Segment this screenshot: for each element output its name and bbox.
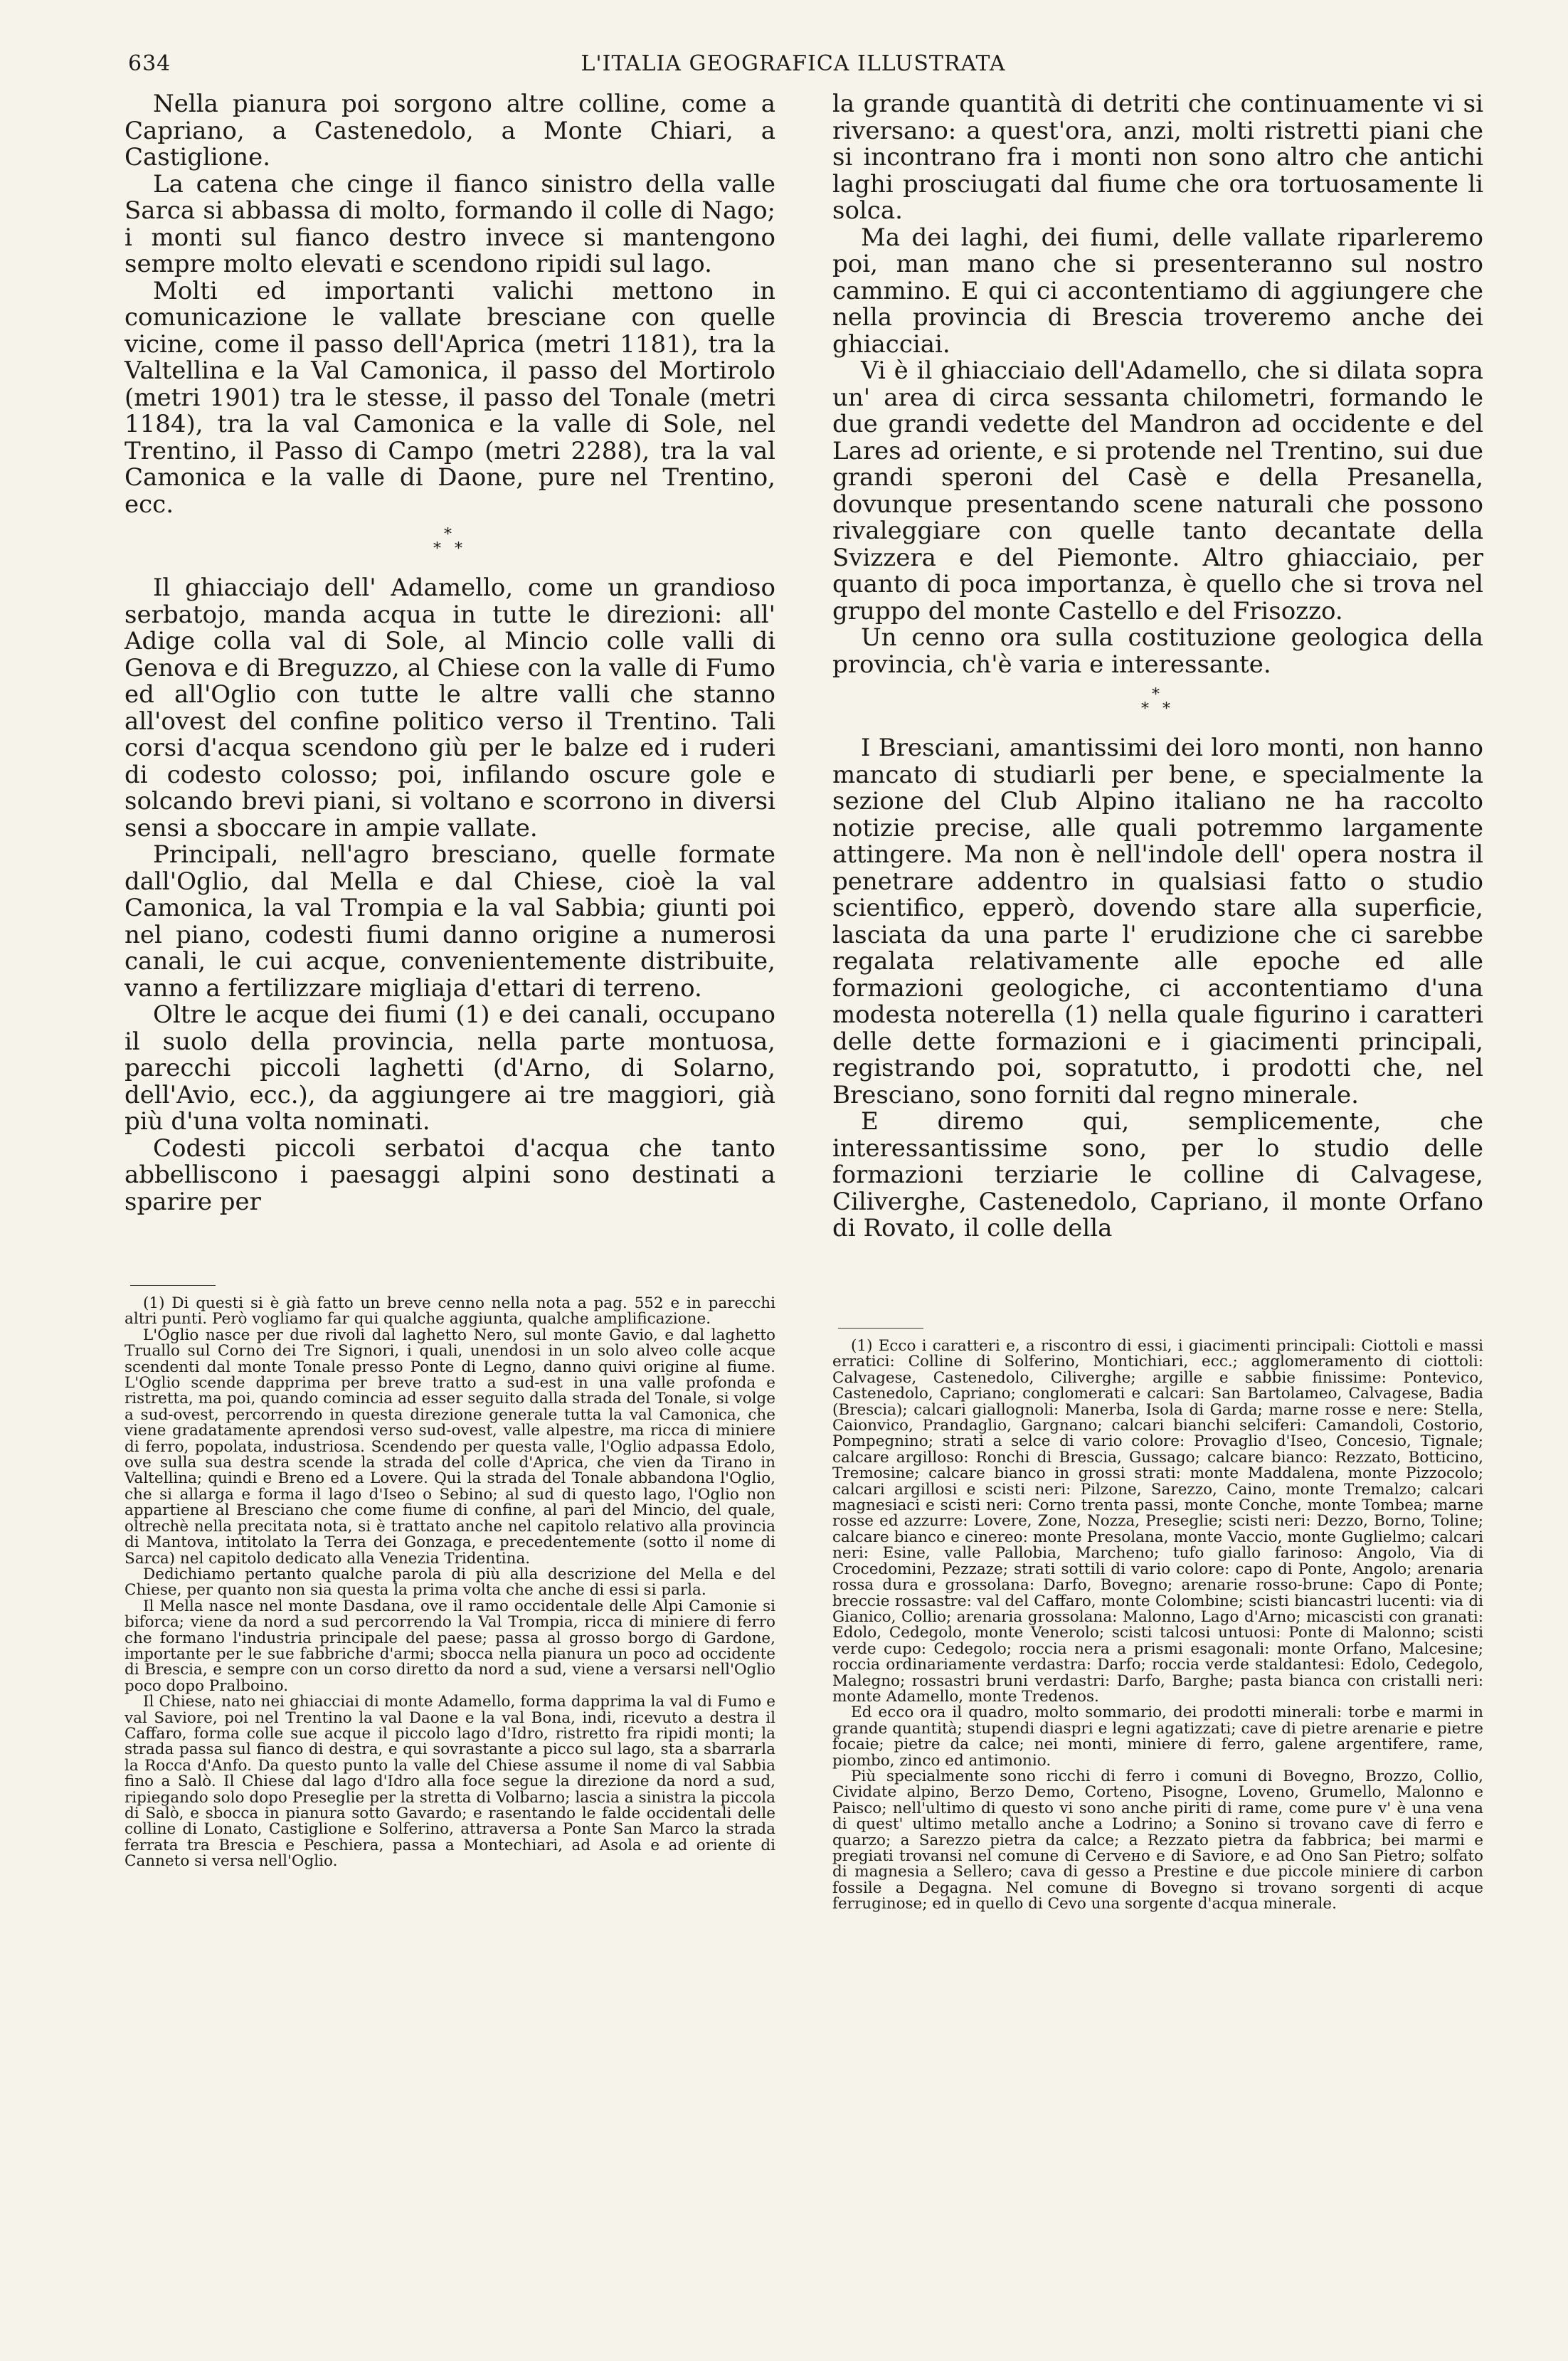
paragraph: la grande quantità di detriti che continuamente vi si riversano: a quest'ora, anzi, molti ristretti piani che si incontrano fra i monti non sono altro che antichi laghi prosciugati dal fiume che ora tortuosamente li solca. xyxy=(832,90,1483,225)
paragraph: La catena che cinge il fianco sinistro della valle Sarca si abbassa di molto, formando il colle di Nago; i monti sul fianco destro invece si mantengono sempre molto elevati e scendono ripidi sul lago. xyxy=(125,169,775,278)
footnote: Ed ecco ora il quadro, molto sommario, dei prodotti minerali: torbe e marmi in grande quantità; stupendi diaspri e legni agatizzati; cave di pietre arenarie e pietre focaie; pietre da calce; nei monti, miniere di ferro, galene argentifere, rame, piombo, zinco ed antimonio. xyxy=(832,1704,1483,1770)
footnote: (1) Di questi si è già fatto un breve cenno nella nota a pag. 552 e in parecchi altri punti. Però vogliamo far qui qualche aggiunta, qualche amplificazione. xyxy=(125,1294,775,1329)
left-body-text xyxy=(125,91,775,1215)
paragraph: E diremo qui, semplicemente, che interessantissime sono, per lo studio delle formazioni terziarie le colline di Calvagese, Ciliverghe, Castenedolo, Capriano, il monte Orfano di Rovato, il colle della xyxy=(832,1107,1483,1242)
right-body-text xyxy=(832,91,1483,1242)
paragraph: Molti ed importanti valichi mettono in comunicazione le vallate bresciane con quelle vicine, come il passo dell'Aprica (metri 1181), tra la Valtellina e la Val Camonica, il passo del Mortirolo (metri 1901) tra le stesse, il passo del Tonale (metri 1184), tra la val Camonica e la valle di Sole, nel Trentino, il Passo di Campo (metri 2288), tra la val Camonica e la valle di Daone, pure nel Trentino, ecc. xyxy=(125,276,775,519)
footnote: Il Mella nasce nel monte Dasdana, ove il ramo occidentale delle Alpi Camonie si biforca; viene da nord a sud percorrendo la Val Trompia, ricca di miniere di ferro che formano l'industria principale del paese; passa al grosso borgo di Gardone, importante per le sue fabbriche d'armi; sbocca nella pianura un poco ad occidente di Brescia, e sempre con un corso diretto da nord a sud, viene a versarsi nell'Oglio poco dopo Pralboino. xyxy=(125,1597,775,1695)
paragraph: Vi è il ghiacciaio dell'Adamello, che si dilata sopra un' area di circa sessanta chilometri, formando le due grandi vedette del Mandron ad occidente e del Lares ad oriente, e si protende nel Trentino, sui due grandi speroni del Casè e della Presanella, dovunque presentando scene naturali che possono rivaleggiare con quelle tanto decantate della Svizzera e del Piemonte. Altro ghiacciaio, per quanto di poca importanza, è quello che si trova nel gruppo del monte Castello e del Frisozzo. xyxy=(832,356,1483,625)
section-asterism: * * * xyxy=(1141,686,1175,718)
paragraph: Ma dei laghi, dei fiumi, delle vallate riparleremo poi, man mano che si presenteranno sul nostro cammino. E qui ci accontentiamo di aggiungere che nella provincia di Brescia troveremo anche dei ghiacciai. xyxy=(832,223,1483,359)
left-footnotes xyxy=(125,1285,775,1870)
page-header xyxy=(128,51,1458,83)
footnote: Il Chiese, nato nei ghiacciai di monte Adamello, forma dapprima la val di Fumo e val Saviore, poi nel Trentino la val Daone e la val Bona, indi, ricevuto a destra il Caffaro, forma colle sue acque il piccolo lago d'Idro, ristretto fra ripidi monti; la strada passa sul fianco di destra, e qui sovrastante a picco sul lago, sta a sbarrarla la Rocca d'Anfo. Da questo punto la valle del Chiese assume il nome di val Sabbia fino a Salò. Il Chiese dal lago d'Idro alla foce segue la direzione da nord a sud, ripiegando solo dopo Preseglie per la stretta di Volbarno; lascia a sinistra la piccola di Salò, e sbocca in pianura sotto Gavardo; e rasentando le falde occidentali delle colline di Lonato, Castiglione e Solferino, attraversa a Ponte San Marco la strada ferrata tra Brescia e Peschiera, passa a Montechiari, ad Asola e ad oriente di Canneto si versa nell'Oglio. xyxy=(125,1693,775,1871)
footnote-rule xyxy=(130,1285,216,1286)
section-asterism: * * * xyxy=(433,526,467,558)
footnote: Più specialmente sono ricchi di ferro i comuni di Bovegno, Brozzo, Collio, Cividate alpino, Berzo Demo, Corteno, Pisogne, Loveno, Grumello, Malonno e Paisco; nell'ultimo di questo vi sono anche piriti di rame, come pure v' è una vena di quest' ultimo metallo anche a Lodrino; a Sonino si trovano cave di ferro e quarzo; a Sarezzo pietra da calce; a Rezzato pietra da fabbrica; bei marmi e pregiati trovansi nel comune di Cervено e di Saviore, e ad Ono San Pietro; solfato di magnesia a Sellero; cava di gesso a Prestine e due piccole miniere di carbon fossile a Degagna. Nel comune di Bovegno si trovano sorgenti di acque ferruginose; ed in quello di Cevo una sorgente d'acqua minerale. xyxy=(832,1767,1483,1913)
paragraph: Codesti piccoli serbatoi d'acqua che tanto abbelliscono i paesaggi alpini sono destinati a sparire per xyxy=(125,1134,775,1216)
paragraph: Principali, nell'agro bresciano, quelle formate dall'Oglio, dal Mella e dal Chiese, cioè la val Camonica, la val Trompia e la val Sabbia; giunti poi nel piano, codesti fiumi danno origine a numerosi canali, le cui acque, convenientemente distribuite, vanno a fertilizzare migliaja d'ettari di terreno. xyxy=(125,840,775,1003)
footnote-rule xyxy=(838,1328,923,1329)
paragraph: Il ghiacciajo dell' Adamello, come un grandioso serbatojo, manda acqua in tutte le direzioni: all' Adige colla val di Sole, al Mincio colle valli di Genova e di Breguzzo, al Chiese con la valle di Fumo ed all'Oglio con tutte le altre valli che stanno all'ovest del confine politico verso il Trentino. Tali corsi d'acqua scendono giù per le balze ed i ruderi di codesto colosso; poi, infilando oscure gole e solcando brevi piani, si voltano e scorrono in diversi sensi a sboccare in ampie vallate. xyxy=(125,574,775,843)
running-title: L'ITALIA GEOGRAFICA ILLUSTRATA xyxy=(581,51,1006,76)
footnote: L'Oglio nasce per due rivoli dal laghetto Nero, sul monte Gavio, e dal laghetto Truallo sul Corno dei Tre Signori, i quali, unendosi in un solo alveo colle acque scendenti dal monte Tonale presso Ponte di Legno, danno quivi origine al fiume. L'Oglio scende dapprima per breve tratto a sud-est in una valle profonda e ristretta, ma poi, quando comincia ad esser seguito dalla strada del Tonale, si volge a sud-ovest, percorrendo in questa direzione generale tutta la val Camonica, che viene gradatamente aprendosi verso sud-ovest, valle alpestre, ma ricca di miniere di ferro, popolata, industriosa. Scendendo per questa valle, l'Oglio adpassa Edolo, ove sulla sua destra scende la strada del colle d'Aprica, che vien da Tirano in Valtellina; quindi e Breno ed a Lovere. Qui la strada del Tonale abbandona l'Oglio, che si allarga e forma il lago d'Iseo o Sebino; al sud di questo lago, l'Oglio non appartiene al Bresciano che come fiume di confine, al pari del Mincio, del quale, oltrechè nella precitata nota, si è trattato anche nel capitolo relativo alla provincia di Mantova, intitolato la Terra dei Gonzaga, e precedentemente (sotto il nome di Sarca) nel capitolo dedicato alla Venezia Tridentina. xyxy=(125,1326,775,1568)
paragraph: I Bresciani, amantissimi dei loro monti, non hanno mancato di studiarli per bene, e specialmente la sezione del Club Alpino italiano ne ha raccolto notizie precise, alle quali potremmo largamente attingere. Ma non è nell'indole dell' opera nostra il penetrare addentro in qualsiasi fatto o studio scientifico, epperò, dovendo stare alla superficie, lasciata da una parte l' erudizione che ci sarebbe regalata relativamente alle epoche ed alle formazioni geologiche, ci accontentiamo d'una modesta noterella (1) nella quale figurino i caratteri delle dette formazioni e i giacimenti principali, registrando poi, sopratutto, i prodotti che, nel Bresciano, sono forniti dal regno minerale. xyxy=(832,734,1483,1109)
right-footnotes xyxy=(832,1328,1483,1913)
footnote: Dedichiamo pertanto qualche parola di più alla descrizione del Mella e del Chiese, per quanto non sia questa la prima volta che anche di essi si parla. xyxy=(125,1565,775,1600)
page-number: 634 xyxy=(128,51,171,76)
paragraph: Un cenno ora sulla costituzione geologica della provincia, ch'è varia e interessante. xyxy=(832,623,1483,679)
footnote: (1) Ecco i caratteri e, a riscontro di essi, i giacimenti principali: Ciottoli e massi erratici: Colline di Solferino, Montichiari, ecc.; agglomeramento di ciottoli: Calvagese, Castenedolo, Ciliverghe; argille e sabbie finissime: Pontevico, Castenedolo, Capriano; conglomerati e calcari: San Bartolameo, Calvagese, Badia (Brescia); calcari giallognoli: Manerba, Isola di Garda; marne rosse e nere: Stella, Caionvico, Prandaglio, Gargnano; calcari bianchi selciferi: Camandoli, Costorio, Pompegnino; strati a selce di vario colore: Provaglio d'Iseo, Concesio, Tignale; calcare argilloso: Ronchi di Brescia, Gussago; calcare bianco: Rezzato, Botticino, Tremosine; calcare bianco in grossi strati: monte Maddalena, monte Pizzocolo; calcari argillosi e scisti neri: Pilzone, Sarezzo, Caino, monte Tremalzo; calcari magnesiaci e scisti neri: Corno trenta passi, monte Conche, monte Tombea; marne rosse ed azzurre: Lovere, Zone, Nozza, Preseglie; scisti neri: Dezzo, Borno, Toline; calcare bianco e cinereo: monte Presolana, monte Vaccio, monte Guglielmo; calcari neri: Esine, valle Pallobia, Marcheno; tufo giallo farinoso: Angolo, Via di Crocedomini, Pezzaze; strati sottili di vario colore: capo di Ponte, Angolo; arenaria rossa dura e grossolana: Darfo, Bovegno; arenarie rosso-brune: Capo di Ponte; breccie rossastre: val del Caffaro, monte Colombine; scisti biancastri lucenti: via di Gianico, Collio; arenaria grossolana: Malonno, Lago d'Arno; micascisti con granati: Edolo, Cedegolo, monte Venerolo; scisti talcosi untuosi: Ponte di Malonno; scisti verde cupo: Cedegolo; roccia nera a prismi esagonali: monte Orfano, Malcesine; roccia ordinariamente verdastra: Darfo; roccia verde staldantesi: Edolo, Cedegolo, Malegno; rossastri bruni verdastri: Darfo, Barghe; pasta bianca con cristalli neri: monte Adamello, monte Tredenos. xyxy=(832,1337,1483,1706)
paragraph: Oltre le acque dei fiumi (1) e dei canali, occupano il suolo della provincia, nella parte montuosa, parecchi piccoli laghetti (d'Arno, di Solarno, dell'Avio, ecc.), da aggiungere ai tre maggiori, già più d'una volta nominati. xyxy=(125,1000,775,1136)
paragraph: Nella pianura poi sorgono altre colline, come a Capriano, a Castenedolo, a Monte Chiari, a Castiglione. xyxy=(125,90,775,171)
